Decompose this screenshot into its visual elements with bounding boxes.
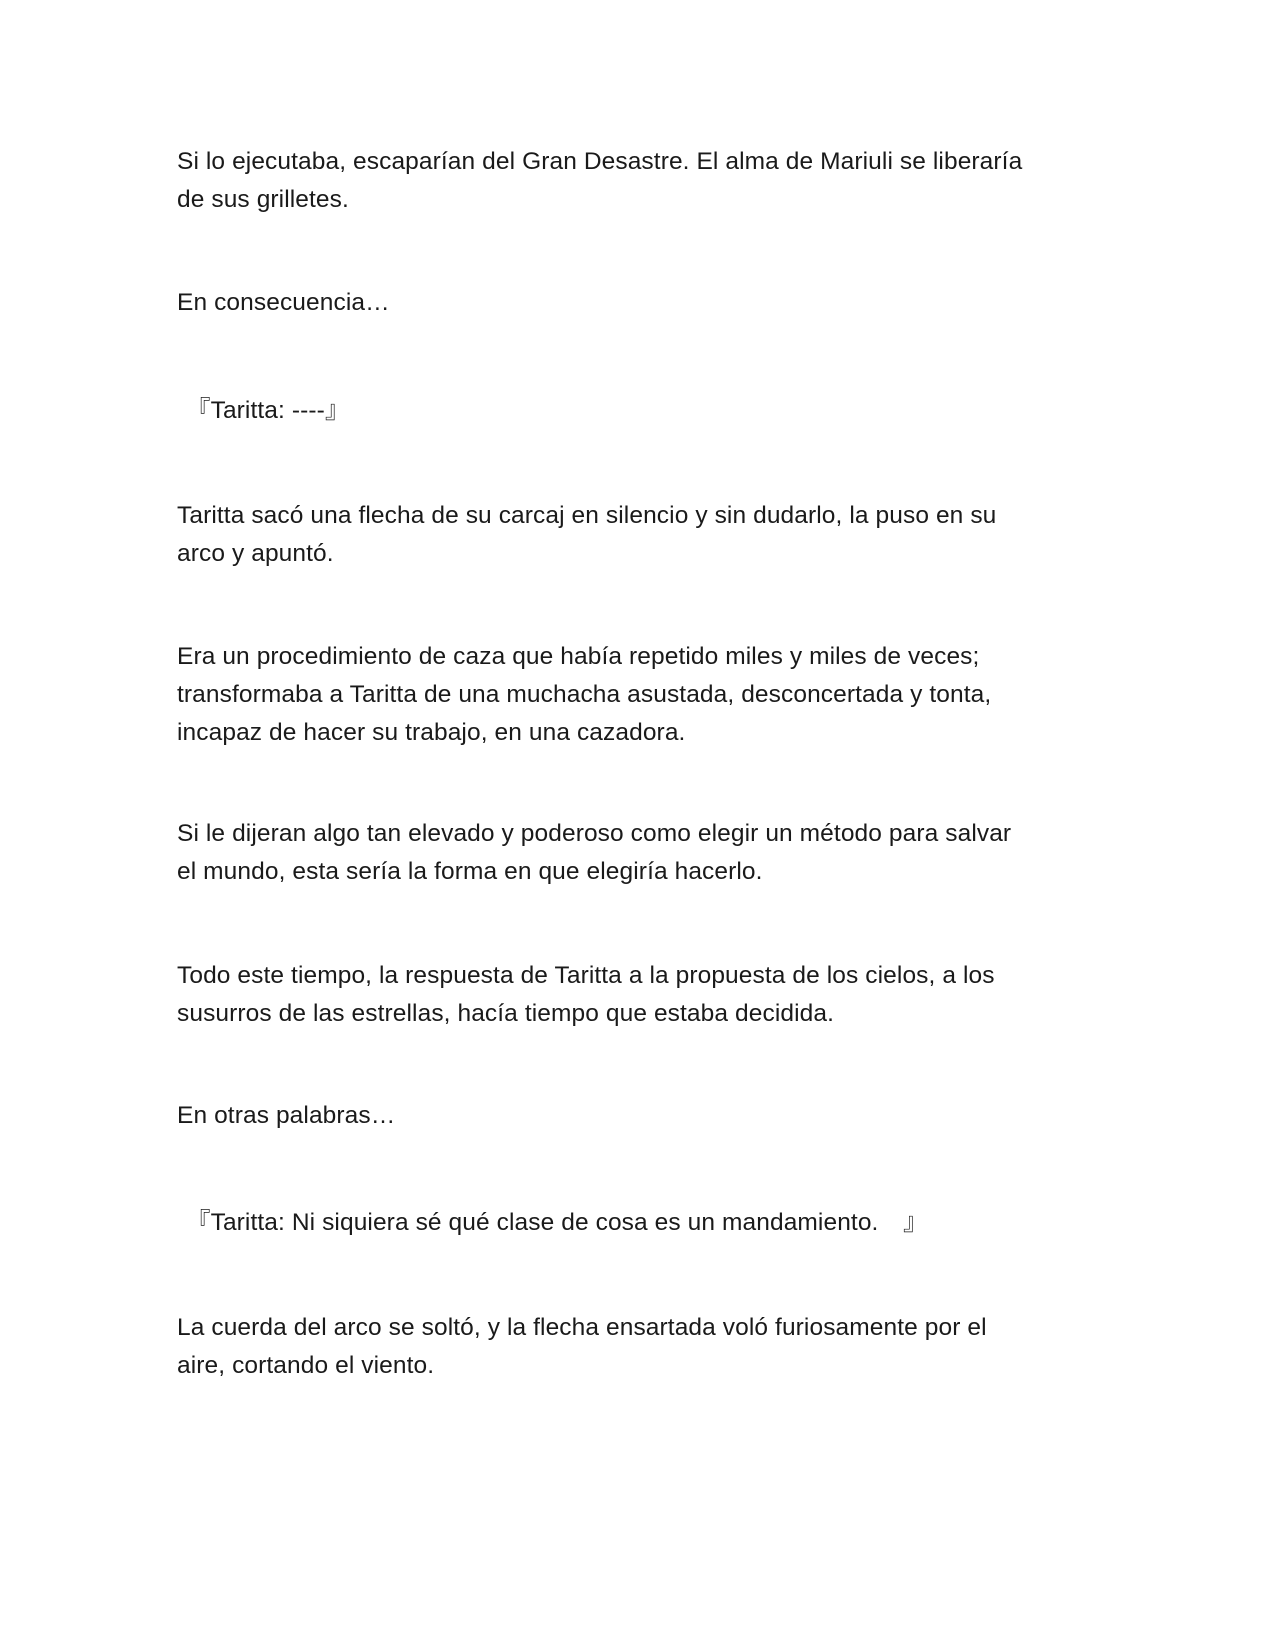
paragraph-line: de sus grilletes. [177, 186, 349, 213]
paragraph-line: Era un procedimiento de caza que había repetido miles y miles de veces; [177, 643, 980, 670]
paragraph-line: 『Taritta: Ni siquiera sé qué clase de cosa es un mandamiento. 』 [186, 1209, 928, 1236]
paragraph-line: En otras palabras… [177, 1102, 396, 1129]
dialogue-line-1 [186, 392, 1106, 430]
paragraph-line: En consecuencia… [177, 289, 390, 316]
paragraph-line: Si le dijeran algo tan elevado y poderoso como elegir un método para salvar [177, 820, 1012, 847]
paragraph-line: incapaz de hacer su trabajo, en una cazadora. [177, 719, 686, 746]
paragraph-line: susurros de las estrellas, hacía tiempo que estaba decidida. [177, 1000, 834, 1027]
paragraph-6 [177, 815, 1097, 891]
paragraph-7 [177, 957, 1097, 1033]
paragraph-5 [177, 638, 1097, 752]
paragraph-line: el mundo, esta sería la forma en que elegiría hacerlo. [177, 858, 763, 885]
paragraph-line: transformaba a Taritta de una muchacha asustada, desconcertada y tonta, [177, 681, 992, 708]
paragraph-1 [177, 143, 1097, 219]
dialogue-line-2 [186, 1204, 1106, 1242]
paragraph-line: La cuerda del arco se soltó, y la flecha ensartada voló furiosamente por el [177, 1314, 987, 1341]
paragraph-4 [177, 497, 1097, 573]
paragraph-8 [177, 1097, 1097, 1135]
paragraph-line: Todo este tiempo, la respuesta de Taritta a la propuesta de los cielos, a los [177, 962, 995, 989]
paragraph-line: aire, cortando el viento. [177, 1352, 435, 1379]
paragraph-line: Si lo ejecutaba, escaparían del Gran Desastre. El alma de Mariuli se liberaría [177, 148, 1023, 175]
paragraph-line: Taritta sacó una flecha de su carcaj en silencio y sin dudarlo, la puso en su [177, 502, 997, 529]
paragraph-2 [177, 284, 1097, 322]
paragraph-line: 『Taritta: ----』 [186, 397, 350, 424]
paragraph-10 [177, 1309, 1097, 1385]
paragraph-line: arco y apuntó. [177, 540, 334, 567]
